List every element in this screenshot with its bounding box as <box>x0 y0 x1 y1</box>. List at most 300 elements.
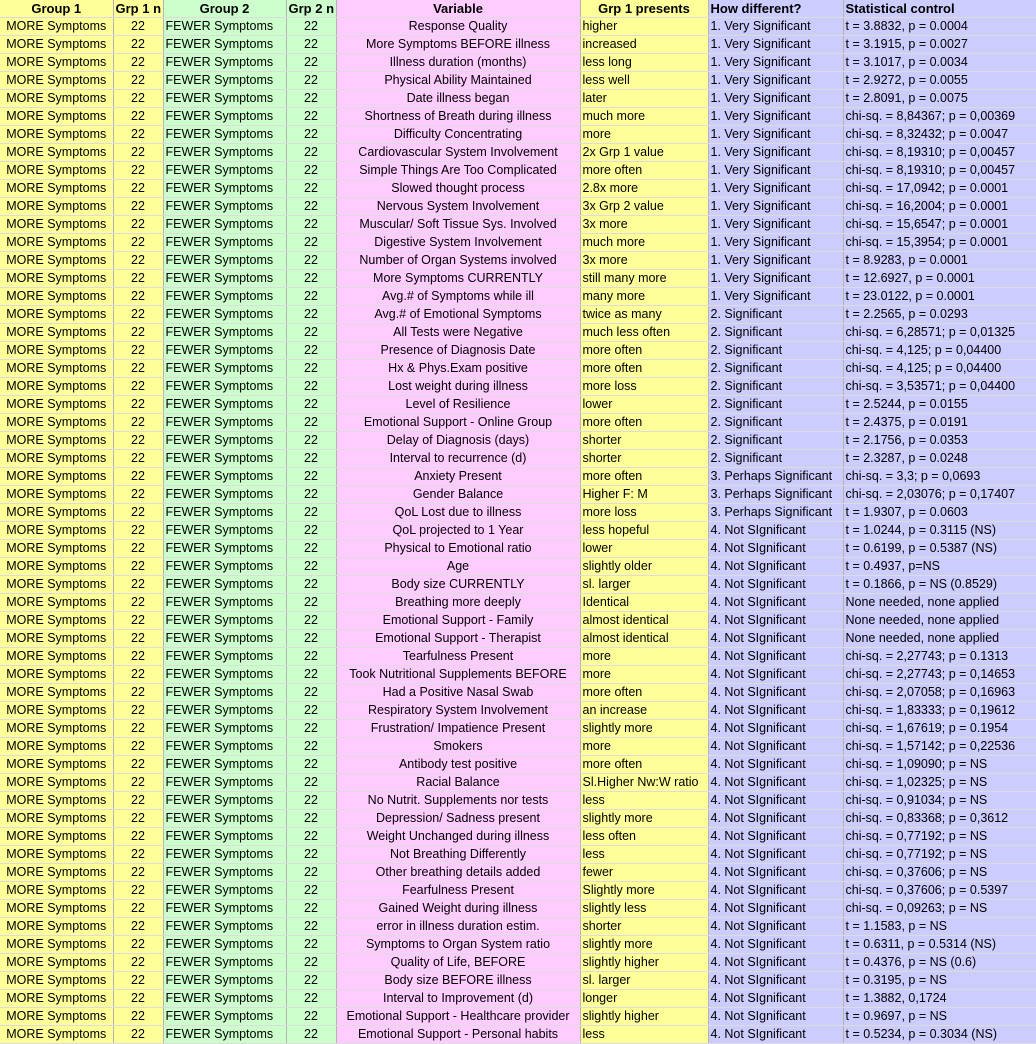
cell-grp1-presents[interactable]: longer <box>580 990 708 1008</box>
cell-variable[interactable]: Avg.# of Symptoms while ill <box>336 288 580 306</box>
cell-variable[interactable]: Emotional Support - Personal habits <box>336 1026 580 1044</box>
cell-grp1-n[interactable]: 22 <box>113 954 163 972</box>
cell-group2[interactable]: FEWER Symptoms <box>163 612 286 630</box>
cell-grp1-n[interactable]: 22 <box>113 72 163 90</box>
cell-statistical-control[interactable]: chi-sq. = 0,77192; p = NS <box>843 846 1036 864</box>
cell-group1[interactable]: MORE Symptoms <box>0 774 113 792</box>
cell-grp1-n[interactable]: 22 <box>113 450 163 468</box>
header-grp1-n[interactable]: Grp 1 n <box>113 0 163 18</box>
cell-how-different[interactable]: 4. Not SIgnificant <box>708 594 843 612</box>
cell-group2[interactable]: FEWER Symptoms <box>163 972 286 990</box>
cell-statistical-control[interactable]: None needed, none applied <box>843 630 1036 648</box>
cell-how-different[interactable]: 3. Perhaps Significant <box>708 486 843 504</box>
cell-statistical-control[interactable]: chi-sq. = 6,28571; p = 0,01325 <box>843 324 1036 342</box>
cell-grp2-n[interactable]: 22 <box>286 468 336 486</box>
cell-grp2-n[interactable]: 22 <box>286 198 336 216</box>
cell-how-different[interactable]: 2. Significant <box>708 450 843 468</box>
header-grp1-presents[interactable]: Grp 1 presents <box>580 0 708 18</box>
cell-group1[interactable]: MORE Symptoms <box>0 54 113 72</box>
cell-grp1-presents[interactable]: shorter <box>580 918 708 936</box>
cell-how-different[interactable]: 4. Not SIgnificant <box>708 702 843 720</box>
cell-variable[interactable]: Breathing more deeply <box>336 594 580 612</box>
cell-variable[interactable]: Gender Balance <box>336 486 580 504</box>
cell-variable[interactable]: Number of Organ Systems involved <box>336 252 580 270</box>
cell-group1[interactable]: MORE Symptoms <box>0 486 113 504</box>
cell-group1[interactable]: MORE Symptoms <box>0 738 113 756</box>
cell-group1[interactable]: MORE Symptoms <box>0 828 113 846</box>
cell-grp2-n[interactable]: 22 <box>286 990 336 1008</box>
cell-grp1-n[interactable]: 22 <box>113 468 163 486</box>
cell-how-different[interactable]: 4. Not SIgnificant <box>708 738 843 756</box>
cell-grp2-n[interactable]: 22 <box>286 90 336 108</box>
cell-group2[interactable]: FEWER Symptoms <box>163 558 286 576</box>
cell-variable[interactable]: Racial Balance <box>336 774 580 792</box>
cell-statistical-control[interactable]: t = 0.4937, p=NS <box>843 558 1036 576</box>
cell-group1[interactable]: MORE Symptoms <box>0 558 113 576</box>
cell-statistical-control[interactable]: chi-sq. = 1,57142; p = 0,22536 <box>843 738 1036 756</box>
cell-statistical-control[interactable]: t = 0.4376, p = NS (0.6) <box>843 954 1036 972</box>
cell-grp2-n[interactable]: 22 <box>286 954 336 972</box>
cell-how-different[interactable]: 1. Very Significant <box>708 216 843 234</box>
cell-grp1-presents[interactable]: much more <box>580 234 708 252</box>
cell-grp1-n[interactable]: 22 <box>113 738 163 756</box>
cell-grp1-n[interactable]: 22 <box>113 828 163 846</box>
cell-grp1-n[interactable]: 22 <box>113 378 163 396</box>
cell-how-different[interactable]: 1. Very Significant <box>708 144 843 162</box>
cell-how-different[interactable]: 1. Very Significant <box>708 252 843 270</box>
cell-group2[interactable]: FEWER Symptoms <box>163 1008 286 1026</box>
cell-grp1-presents[interactable]: slightly higher <box>580 1008 708 1026</box>
cell-grp1-presents[interactable]: twice as many <box>580 306 708 324</box>
cell-statistical-control[interactable]: t = 1.3882, 0,1724 <box>843 990 1036 1008</box>
cell-grp1-n[interactable]: 22 <box>113 360 163 378</box>
cell-how-different[interactable]: 2. Significant <box>708 432 843 450</box>
cell-statistical-control[interactable]: chi-sq. = 15,3954; p = 0.0001 <box>843 234 1036 252</box>
cell-group1[interactable]: MORE Symptoms <box>0 540 113 558</box>
cell-group2[interactable]: FEWER Symptoms <box>163 414 286 432</box>
cell-group1[interactable]: MORE Symptoms <box>0 126 113 144</box>
cell-statistical-control[interactable]: t = 0.6199, p = 0.5387 (NS) <box>843 540 1036 558</box>
cell-grp1-n[interactable]: 22 <box>113 288 163 306</box>
cell-group1[interactable]: MORE Symptoms <box>0 1026 113 1044</box>
cell-statistical-control[interactable]: chi-sq. = 1,83333; p = 0,19612 <box>843 702 1036 720</box>
cell-how-different[interactable]: 2. Significant <box>708 396 843 414</box>
cell-group1[interactable]: MORE Symptoms <box>0 702 113 720</box>
cell-grp2-n[interactable]: 22 <box>286 450 336 468</box>
header-group1[interactable]: Group 1 <box>0 0 113 18</box>
cell-grp1-n[interactable]: 22 <box>113 216 163 234</box>
cell-group1[interactable]: MORE Symptoms <box>0 18 113 36</box>
cell-variable[interactable]: Presence of Diagnosis Date <box>336 342 580 360</box>
cell-group1[interactable]: MORE Symptoms <box>0 180 113 198</box>
cell-variable[interactable]: More Symptoms CURRENTLY <box>336 270 580 288</box>
cell-statistical-control[interactable]: t = 3.1017, p = 0.0034 <box>843 54 1036 72</box>
cell-group1[interactable]: MORE Symptoms <box>0 1008 113 1026</box>
cell-variable[interactable]: Smokers <box>336 738 580 756</box>
cell-grp2-n[interactable]: 22 <box>286 666 336 684</box>
cell-group1[interactable]: MORE Symptoms <box>0 594 113 612</box>
cell-grp1-n[interactable]: 22 <box>113 702 163 720</box>
cell-variable[interactable]: Date illness began <box>336 90 580 108</box>
cell-grp2-n[interactable]: 22 <box>286 54 336 72</box>
cell-grp1-presents[interactable]: slightly more <box>580 810 708 828</box>
cell-grp2-n[interactable]: 22 <box>286 72 336 90</box>
cell-group2[interactable]: FEWER Symptoms <box>163 648 286 666</box>
cell-statistical-control[interactable]: t = 0.1866, p = NS (0.8529) <box>843 576 1036 594</box>
cell-grp1-presents[interactable]: more often <box>580 756 708 774</box>
cell-grp2-n[interactable]: 22 <box>286 738 336 756</box>
cell-grp1-n[interactable]: 22 <box>113 396 163 414</box>
cell-grp1-n[interactable]: 22 <box>113 90 163 108</box>
cell-grp1-presents[interactable]: Sl.Higher Nw:W ratio <box>580 774 708 792</box>
cell-statistical-control[interactable]: None needed, none applied <box>843 612 1036 630</box>
cell-grp1-presents[interactable]: later <box>580 90 708 108</box>
cell-variable[interactable]: Cardiovascular System Involvement <box>336 144 580 162</box>
cell-how-different[interactable]: 1. Very Significant <box>708 126 843 144</box>
cell-statistical-control[interactable]: t = 1.9307, p = 0.0603 <box>843 504 1036 522</box>
cell-group2[interactable]: FEWER Symptoms <box>163 54 286 72</box>
cell-grp1-n[interactable]: 22 <box>113 882 163 900</box>
cell-grp2-n[interactable]: 22 <box>286 1026 336 1044</box>
cell-grp1-n[interactable]: 22 <box>113 36 163 54</box>
cell-grp1-n[interactable]: 22 <box>113 540 163 558</box>
cell-group2[interactable]: FEWER Symptoms <box>163 378 286 396</box>
cell-grp1-n[interactable]: 22 <box>113 972 163 990</box>
cell-group1[interactable]: MORE Symptoms <box>0 972 113 990</box>
cell-group2[interactable]: FEWER Symptoms <box>163 468 286 486</box>
cell-grp1-n[interactable]: 22 <box>113 666 163 684</box>
cell-group2[interactable]: FEWER Symptoms <box>163 828 286 846</box>
cell-group2[interactable]: FEWER Symptoms <box>163 936 286 954</box>
cell-variable[interactable]: Depression/ Sadness present <box>336 810 580 828</box>
cell-grp1-n[interactable]: 22 <box>113 324 163 342</box>
cell-how-different[interactable]: 4. Not SIgnificant <box>708 522 843 540</box>
cell-grp1-n[interactable]: 22 <box>113 126 163 144</box>
cell-how-different[interactable]: 1. Very Significant <box>708 180 843 198</box>
cell-group2[interactable]: FEWER Symptoms <box>163 360 286 378</box>
cell-group2[interactable]: FEWER Symptoms <box>163 180 286 198</box>
cell-grp1-presents[interactable]: less <box>580 1026 708 1044</box>
cell-group1[interactable]: MORE Symptoms <box>0 522 113 540</box>
cell-statistical-control[interactable]: t = 2.4375, p = 0.0191 <box>843 414 1036 432</box>
cell-group2[interactable]: FEWER Symptoms <box>163 288 286 306</box>
cell-grp1-n[interactable]: 22 <box>113 432 163 450</box>
cell-group1[interactable]: MORE Symptoms <box>0 252 113 270</box>
cell-statistical-control[interactable]: t = 2.9272, p = 0.0055 <box>843 72 1036 90</box>
cell-group2[interactable]: FEWER Symptoms <box>163 252 286 270</box>
cell-grp1-n[interactable]: 22 <box>113 900 163 918</box>
cell-variable[interactable]: Nervous System Involvement <box>336 198 580 216</box>
cell-variable[interactable]: Physical to Emotional ratio <box>336 540 580 558</box>
cell-statistical-control[interactable]: chi-sq. = 2,27743; p = 0.1313 <box>843 648 1036 666</box>
cell-variable[interactable]: Level of Resilience <box>336 396 580 414</box>
cell-variable[interactable]: Anxiety Present <box>336 468 580 486</box>
cell-variable[interactable]: Hx & Phys.Exam positive <box>336 360 580 378</box>
cell-statistical-control[interactable]: chi-sq. = 1,67619; p = 0.1954 <box>843 720 1036 738</box>
cell-variable[interactable]: Antibody test positive <box>336 756 580 774</box>
cell-grp2-n[interactable]: 22 <box>286 720 336 738</box>
cell-grp1-n[interactable]: 22 <box>113 144 163 162</box>
cell-how-different[interactable]: 4. Not SIgnificant <box>708 918 843 936</box>
cell-group1[interactable]: MORE Symptoms <box>0 864 113 882</box>
cell-statistical-control[interactable]: t = 0.5234, p = 0.3034 (NS) <box>843 1026 1036 1044</box>
cell-how-different[interactable]: 1. Very Significant <box>708 90 843 108</box>
cell-grp2-n[interactable]: 22 <box>286 324 336 342</box>
cell-grp1-presents[interactable]: more <box>580 648 708 666</box>
cell-grp2-n[interactable]: 22 <box>286 180 336 198</box>
cell-grp2-n[interactable]: 22 <box>286 756 336 774</box>
cell-grp2-n[interactable]: 22 <box>286 864 336 882</box>
cell-grp1-presents[interactable]: slightly more <box>580 720 708 738</box>
cell-statistical-control[interactable]: t = 2.1756, p = 0.0353 <box>843 432 1036 450</box>
cell-grp1-n[interactable]: 22 <box>113 756 163 774</box>
cell-group1[interactable]: MORE Symptoms <box>0 198 113 216</box>
cell-how-different[interactable]: 4. Not SIgnificant <box>708 810 843 828</box>
cell-how-different[interactable]: 4. Not SIgnificant <box>708 576 843 594</box>
cell-grp1-n[interactable]: 22 <box>113 792 163 810</box>
cell-how-different[interactable]: 1. Very Significant <box>708 36 843 54</box>
cell-statistical-control[interactable]: chi-sq. = 4,125; p = 0,04400 <box>843 360 1036 378</box>
cell-variable[interactable]: Digestive System Involvement <box>336 234 580 252</box>
cell-grp2-n[interactable]: 22 <box>286 486 336 504</box>
cell-group1[interactable]: MORE Symptoms <box>0 990 113 1008</box>
cell-grp1-n[interactable]: 22 <box>113 720 163 738</box>
cell-group1[interactable]: MORE Symptoms <box>0 234 113 252</box>
cell-grp2-n[interactable]: 22 <box>286 36 336 54</box>
cell-how-different[interactable]: 4. Not SIgnificant <box>708 990 843 1008</box>
cell-how-different[interactable]: 2. Significant <box>708 306 843 324</box>
cell-group1[interactable]: MORE Symptoms <box>0 612 113 630</box>
cell-group1[interactable]: MORE Symptoms <box>0 504 113 522</box>
cell-grp2-n[interactable]: 22 <box>286 828 336 846</box>
cell-grp1-presents[interactable]: fewer <box>580 864 708 882</box>
cell-group2[interactable]: FEWER Symptoms <box>163 198 286 216</box>
cell-group2[interactable]: FEWER Symptoms <box>163 270 286 288</box>
cell-variable[interactable]: Shortness of Breath during illness <box>336 108 580 126</box>
cell-variable[interactable]: Weight Unchanged during illness <box>336 828 580 846</box>
cell-statistical-control[interactable]: t = 1.1583, p = NS <box>843 918 1036 936</box>
cell-grp1-presents[interactable]: lower <box>580 540 708 558</box>
cell-group2[interactable]: FEWER Symptoms <box>163 396 286 414</box>
cell-group1[interactable]: MORE Symptoms <box>0 468 113 486</box>
cell-group2[interactable]: FEWER Symptoms <box>163 18 286 36</box>
cell-grp1-n[interactable]: 22 <box>113 576 163 594</box>
cell-group1[interactable]: MORE Symptoms <box>0 378 113 396</box>
cell-how-different[interactable]: 4. Not SIgnificant <box>708 954 843 972</box>
cell-group2[interactable]: FEWER Symptoms <box>163 450 286 468</box>
cell-grp1-n[interactable]: 22 <box>113 486 163 504</box>
cell-grp1-presents[interactable]: more often <box>580 162 708 180</box>
cell-grp1-n[interactable]: 22 <box>113 522 163 540</box>
cell-statistical-control[interactable]: chi-sq. = 17,0942; p = 0.0001 <box>843 180 1036 198</box>
cell-variable[interactable]: Symptoms to Organ System ratio <box>336 936 580 954</box>
cell-grp2-n[interactable]: 22 <box>286 900 336 918</box>
cell-group2[interactable]: FEWER Symptoms <box>163 486 286 504</box>
cell-statistical-control[interactable]: t = 2.2565, p = 0.0293 <box>843 306 1036 324</box>
cell-how-different[interactable]: 1. Very Significant <box>708 108 843 126</box>
cell-group2[interactable]: FEWER Symptoms <box>163 144 286 162</box>
cell-grp1-presents[interactable]: sl. larger <box>580 972 708 990</box>
cell-variable[interactable]: Emotional Support - Healthcare provider <box>336 1008 580 1026</box>
cell-grp1-presents[interactable]: less hopeful <box>580 522 708 540</box>
cell-grp1-n[interactable]: 22 <box>113 594 163 612</box>
cell-variable[interactable]: Emotional Support - Online Group <box>336 414 580 432</box>
cell-statistical-control[interactable]: chi-sq. = 1,02325; p = NS <box>843 774 1036 792</box>
cell-group2[interactable]: FEWER Symptoms <box>163 810 286 828</box>
cell-grp1-n[interactable]: 22 <box>113 864 163 882</box>
cell-grp1-presents[interactable]: 2x Grp 1 value <box>580 144 708 162</box>
cell-variable[interactable]: Body size BEFORE illness <box>336 972 580 990</box>
cell-how-different[interactable]: 1. Very Significant <box>708 234 843 252</box>
cell-grp1-n[interactable]: 22 <box>113 162 163 180</box>
cell-grp1-presents[interactable]: still many more <box>580 270 708 288</box>
cell-how-different[interactable]: 3. Perhaps Significant <box>708 504 843 522</box>
cell-grp2-n[interactable]: 22 <box>286 396 336 414</box>
cell-group1[interactable]: MORE Symptoms <box>0 108 113 126</box>
cell-statistical-control[interactable]: t = 23.0122, p = 0.0001 <box>843 288 1036 306</box>
cell-group2[interactable]: FEWER Symptoms <box>163 36 286 54</box>
cell-grp1-n[interactable]: 22 <box>113 810 163 828</box>
cell-group2[interactable]: FEWER Symptoms <box>163 630 286 648</box>
cell-group2[interactable]: FEWER Symptoms <box>163 918 286 936</box>
cell-group1[interactable]: MORE Symptoms <box>0 324 113 342</box>
cell-statistical-control[interactable]: t = 3.1915, p = 0.0027 <box>843 36 1036 54</box>
cell-grp2-n[interactable]: 22 <box>286 630 336 648</box>
cell-variable[interactable]: Body size CURRENTLY <box>336 576 580 594</box>
cell-grp1-n[interactable]: 22 <box>113 936 163 954</box>
cell-grp1-n[interactable]: 22 <box>113 306 163 324</box>
cell-grp1-n[interactable]: 22 <box>113 270 163 288</box>
cell-group2[interactable]: FEWER Symptoms <box>163 738 286 756</box>
cell-variable[interactable]: Muscular/ Soft Tissue Sys. Involved <box>336 216 580 234</box>
cell-grp2-n[interactable]: 22 <box>286 252 336 270</box>
cell-grp1-presents[interactable]: more loss <box>580 378 708 396</box>
cell-variable[interactable]: QoL projected to 1 Year <box>336 522 580 540</box>
cell-grp2-n[interactable]: 22 <box>286 414 336 432</box>
cell-statistical-control[interactable]: t = 2.3287, p = 0.0248 <box>843 450 1036 468</box>
cell-variable[interactable]: Age <box>336 558 580 576</box>
cell-grp2-n[interactable]: 22 <box>286 846 336 864</box>
cell-grp1-n[interactable]: 22 <box>113 54 163 72</box>
cell-group2[interactable]: FEWER Symptoms <box>163 234 286 252</box>
cell-statistical-control[interactable]: chi-sq. = 2,07058; p = 0,16963 <box>843 684 1036 702</box>
cell-group1[interactable]: MORE Symptoms <box>0 144 113 162</box>
cell-grp2-n[interactable]: 22 <box>286 540 336 558</box>
cell-grp1-presents[interactable]: more often <box>580 414 708 432</box>
cell-group2[interactable]: FEWER Symptoms <box>163 342 286 360</box>
cell-group1[interactable]: MORE Symptoms <box>0 162 113 180</box>
cell-statistical-control[interactable]: t = 1.0244, p = 0.3115 (NS) <box>843 522 1036 540</box>
cell-group2[interactable]: FEWER Symptoms <box>163 774 286 792</box>
cell-grp1-presents[interactable]: more <box>580 666 708 684</box>
cell-group2[interactable]: FEWER Symptoms <box>163 576 286 594</box>
cell-group1[interactable]: MORE Symptoms <box>0 810 113 828</box>
cell-grp2-n[interactable]: 22 <box>286 342 336 360</box>
cell-variable[interactable]: Tearfulness Present <box>336 648 580 666</box>
cell-grp2-n[interactable]: 22 <box>286 810 336 828</box>
cell-grp1-presents[interactable]: less <box>580 792 708 810</box>
cell-statistical-control[interactable]: chi-sq. = 0,37606; p = 0.5397 <box>843 882 1036 900</box>
cell-how-different[interactable]: 4. Not SIgnificant <box>708 666 843 684</box>
cell-group1[interactable]: MORE Symptoms <box>0 630 113 648</box>
header-group2[interactable]: Group 2 <box>163 0 286 18</box>
cell-variable[interactable]: Had a Positive Nasal Swab <box>336 684 580 702</box>
cell-group1[interactable]: MORE Symptoms <box>0 342 113 360</box>
cell-grp1-presents[interactable]: sl. larger <box>580 576 708 594</box>
cell-statistical-control[interactable]: chi-sq. = 2,27743; p = 0,14653 <box>843 666 1036 684</box>
cell-how-different[interactable]: 1. Very Significant <box>708 198 843 216</box>
cell-grp2-n[interactable]: 22 <box>286 648 336 666</box>
cell-group2[interactable]: FEWER Symptoms <box>163 324 286 342</box>
cell-group2[interactable]: FEWER Symptoms <box>163 162 286 180</box>
cell-variable[interactable]: Delay of Diagnosis (days) <box>336 432 580 450</box>
cell-statistical-control[interactable]: chi-sq. = 3,3; p = 0,0693 <box>843 468 1036 486</box>
cell-statistical-control[interactable]: t = 8.9283, p = 0.0001 <box>843 252 1036 270</box>
cell-statistical-control[interactable]: chi-sq. = 2,03076; p = 0,17407 <box>843 486 1036 504</box>
cell-grp2-n[interactable]: 22 <box>286 936 336 954</box>
cell-grp1-presents[interactable]: more <box>580 126 708 144</box>
cell-group2[interactable]: FEWER Symptoms <box>163 72 286 90</box>
cell-group1[interactable]: MORE Symptoms <box>0 846 113 864</box>
cell-statistical-control[interactable]: t = 0.9697, p = NS <box>843 1008 1036 1026</box>
cell-grp1-presents[interactable]: 3x more <box>580 216 708 234</box>
cell-group1[interactable]: MORE Symptoms <box>0 918 113 936</box>
cell-how-different[interactable]: 1. Very Significant <box>708 288 843 306</box>
cell-how-different[interactable]: 4. Not SIgnificant <box>708 846 843 864</box>
cell-grp2-n[interactable]: 22 <box>286 432 336 450</box>
cell-grp1-presents[interactable]: Identical <box>580 594 708 612</box>
cell-how-different[interactable]: 4. Not SIgnificant <box>708 774 843 792</box>
cell-variable[interactable]: Other breathing details added <box>336 864 580 882</box>
cell-group1[interactable]: MORE Symptoms <box>0 216 113 234</box>
cell-group2[interactable]: FEWER Symptoms <box>163 108 286 126</box>
cell-group1[interactable]: MORE Symptoms <box>0 954 113 972</box>
cell-how-different[interactable]: 4. Not SIgnificant <box>708 936 843 954</box>
cell-grp1-presents[interactable]: slightly less <box>580 900 708 918</box>
cell-variable[interactable]: Response Quality <box>336 18 580 36</box>
cell-group1[interactable]: MORE Symptoms <box>0 414 113 432</box>
cell-grp2-n[interactable]: 22 <box>286 504 336 522</box>
cell-grp1-presents[interactable]: Slightly more <box>580 882 708 900</box>
cell-grp1-n[interactable]: 22 <box>113 846 163 864</box>
cell-statistical-control[interactable]: t = 12.6927, p = 0.0001 <box>843 270 1036 288</box>
cell-grp1-n[interactable]: 22 <box>113 774 163 792</box>
cell-group1[interactable]: MORE Symptoms <box>0 720 113 738</box>
cell-grp2-n[interactable]: 22 <box>286 558 336 576</box>
cell-variable[interactable]: Physical Ability Maintained <box>336 72 580 90</box>
cell-grp1-presents[interactable]: shorter <box>580 432 708 450</box>
cell-grp2-n[interactable]: 22 <box>286 684 336 702</box>
cell-how-different[interactable]: 4. Not SIgnificant <box>708 972 843 990</box>
cell-grp1-presents[interactable]: Higher F: M <box>580 486 708 504</box>
cell-group1[interactable]: MORE Symptoms <box>0 936 113 954</box>
cell-how-different[interactable]: 1. Very Significant <box>708 270 843 288</box>
cell-group1[interactable]: MORE Symptoms <box>0 576 113 594</box>
cell-statistical-control[interactable]: chi-sq. = 8,19310; p = 0,00457 <box>843 162 1036 180</box>
cell-group1[interactable]: MORE Symptoms <box>0 756 113 774</box>
cell-how-different[interactable]: 2. Significant <box>708 324 843 342</box>
cell-statistical-control[interactable]: chi-sq. = 8,32432; p = 0.0047 <box>843 126 1036 144</box>
cell-variable[interactable]: Avg.# of Emotional Symptoms <box>336 306 580 324</box>
cell-grp1-n[interactable]: 22 <box>113 108 163 126</box>
cell-variable[interactable]: Frustration/ Impatience Present <box>336 720 580 738</box>
cell-grp2-n[interactable]: 22 <box>286 378 336 396</box>
cell-how-different[interactable]: 1. Very Significant <box>708 162 843 180</box>
cell-group2[interactable]: FEWER Symptoms <box>163 306 286 324</box>
cell-grp1-presents[interactable]: less often <box>580 828 708 846</box>
cell-grp1-presents[interactable]: more often <box>580 468 708 486</box>
cell-variable[interactable]: Illness duration (months) <box>336 54 580 72</box>
